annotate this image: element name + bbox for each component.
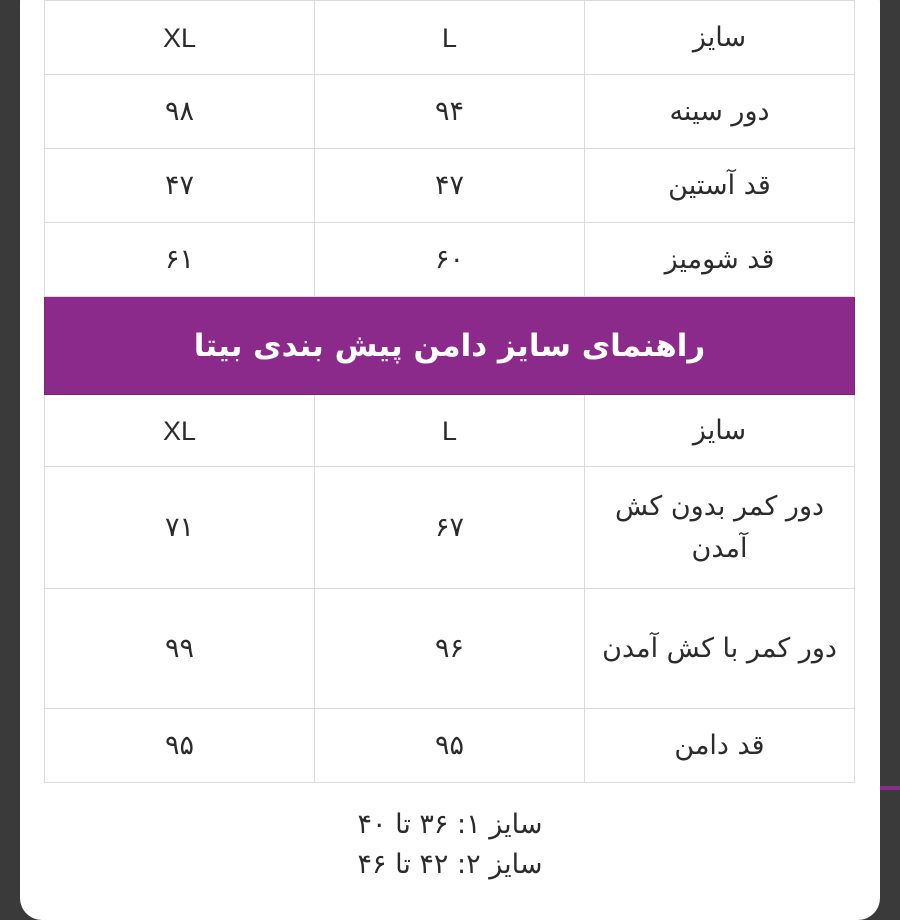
table-row bbox=[45, 149, 855, 223]
size-xl-header: XL bbox=[45, 1, 315, 75]
size-guide-table-wrapper bbox=[44, 0, 856, 783]
table-row bbox=[45, 75, 855, 149]
skirt-size-guide-title: راهنمای سایز دامن پیش بندی بیتا bbox=[45, 297, 855, 395]
row-label: قد آستین bbox=[585, 149, 855, 223]
row-label: قد دامن bbox=[585, 709, 855, 783]
xl-value: ۷۱ bbox=[45, 467, 315, 589]
table-row bbox=[45, 709, 855, 783]
size-note-2: سایز ۲: ۴۲ تا ۴۶ bbox=[357, 849, 543, 880]
size-notes bbox=[20, 805, 880, 885]
size-guide-table bbox=[44, 0, 855, 783]
xl-value: ۹۹ bbox=[45, 589, 315, 709]
xl-value: ۹۵ bbox=[45, 709, 315, 783]
l-value: ۴۷ bbox=[315, 149, 585, 223]
xl-value: ۹۸ bbox=[45, 75, 315, 149]
row-label: سایز bbox=[585, 1, 855, 75]
l-value: ۹۵ bbox=[315, 709, 585, 783]
row-label: قد شومیز bbox=[585, 223, 855, 297]
row-label: سایز bbox=[585, 395, 855, 467]
size-xl-header: XL bbox=[45, 395, 315, 467]
xl-value: ۴۷ bbox=[45, 149, 315, 223]
table-row bbox=[45, 589, 855, 709]
size-guide-card bbox=[20, 0, 880, 920]
section-header-row bbox=[45, 297, 855, 395]
row-label: دور کمر بدون کش آمدن bbox=[585, 467, 855, 589]
table-row bbox=[45, 223, 855, 297]
l-value: ۹۶ bbox=[315, 589, 585, 709]
l-value: ۶۰ bbox=[315, 223, 585, 297]
table-row bbox=[45, 467, 855, 589]
size-l-header: L bbox=[315, 1, 585, 75]
xl-value: ۶۱ bbox=[45, 223, 315, 297]
table-row bbox=[45, 395, 855, 467]
table-row bbox=[45, 1, 855, 75]
row-label: دور کمر با کش آمدن bbox=[585, 589, 855, 709]
l-value: ۶۷ bbox=[315, 467, 585, 589]
row-label: دور سینه bbox=[585, 75, 855, 149]
size-note-1: سایز ۱: ۳۶ تا ۴۰ bbox=[357, 809, 543, 840]
l-value: ۹۴ bbox=[315, 75, 585, 149]
size-l-header: L bbox=[315, 395, 585, 467]
